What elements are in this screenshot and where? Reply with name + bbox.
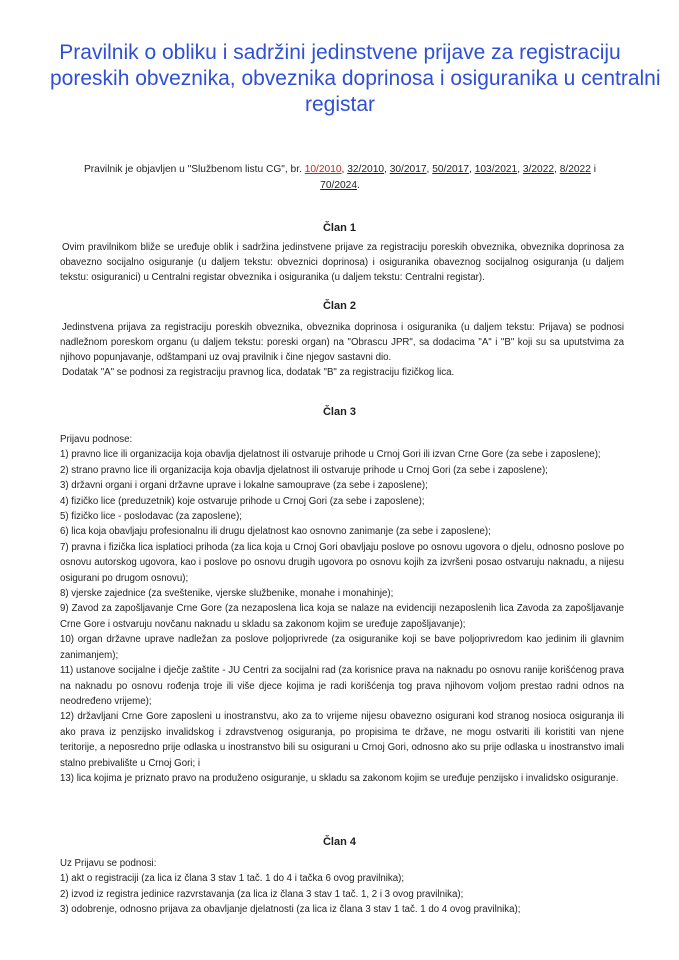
article-heading: Član 3 <box>322 406 356 418</box>
publication-prefix: Pravilnik je objavljen u "Službenom listu CG", br. <box>83 164 302 175</box>
list-item: 9) Zavod za zapošljavanje Crne Gore (za nezaposlena lica koja se nalaze na evidenciji nezaposlenih lica Zavoda za zapošljavanje Crne Gore i ostvaruju novčanu naknadu u skladu sa zakonom kojim se uređuje zapošljavanje); <box>60 603 624 630</box>
list-item: 12) državljani Crne Gore zaposleni u inostranstvu, ako za to vrijeme nijesu obavezno osigurani kod stranog nosioca osiguranja ili ako prava iz penzijsko invalidskog i zdravstvenog osiguranja, po propisima te države, ne mogu ostvariti ili koristiti van njene teritorije, a neposredno prije odlaska u inostranstvo bili su osigurani u Crnoj Gori, odnosno ako su prije odlaska u inostranstvo imali stalno prebivalište u Crnoj Gori; i <box>60 711 624 769</box>
article-body <box>60 240 624 285</box>
gazette-link[interactable]: 3/2022 <box>522 164 555 175</box>
list-item: 8) vjerske zajednice (za sveštenike, vjerske službenike, monahe i monahinje); <box>60 588 394 600</box>
list-item: 5) fizičko lice - poslodavac (za zaposlene); <box>60 511 242 523</box>
list-item: 13) lica kojima je priznato pravo na produženo osiguranje, u skladu sa zakonom kojim se uređuje penzijsko i invalidsko osiguranje. <box>60 772 619 784</box>
list-item: 11) ustanove socijalne i dječje zaštite - JU Centri za socijalni rad (za korisnice prava na naknadu po osnovu ranije korišćenog prava na naknadu po osnovu rođenja troje ili više djece kojima je radi korišćenja tog prava njihovom voljom prestao radni odnos na neodređeno vrijeme); <box>60 665 624 707</box>
list-item: 3) državni organi i organi državne uprave i lokalne samouprave (za sebe i zaposlene); <box>60 480 428 492</box>
list-item: 1) akt o registraciji (za lica iz člana 3 stav 1 tač. 1 do 4 i tačka 6 ovog pravilnika); <box>60 873 405 885</box>
title-line: poreskih obveznika, obveznika doprinosa i osiguranika u centralni <box>50 67 661 90</box>
list-item: 6) lica koja obavljaju profesionalnu ili drugu djelatnost kao osnovno zanimanje (za sebe i zaposlene); <box>60 526 491 538</box>
gazette-link[interactable]: 103/2021 <box>474 164 518 175</box>
list-item: 7) pravna i fizička lica isplatioci prihoda (za lica koja u Crnoj Gori obavljaju poslove po osnovu ugovora o djelu, odnosno poslove po osnovu autorskog ugovora, kao i poslove po osnovu drugih ugovora po osnovu kojih za izvršeni posao ostvaruju naknadu, a nijesu osigurani po drugom osnovu); <box>60 541 624 584</box>
gazette-link[interactable]: 30/2017 <box>389 164 427 175</box>
publication-conj: i <box>593 164 596 175</box>
list-item: 3) odobrenje, odnosno prijava za obavljanje djelatnosti (za lica iz člana 3 stav 1 tač. 1 do 4 ovog pravilnika); <box>60 904 521 916</box>
list-item: 10) organ državne uprave nadležan za poslove poljoprivrede (za osiguranike koji se bave poljoprivredom kao jedinim ili glavnim zanimanjem); <box>60 634 624 661</box>
list-item: 2) strano pravno lice ili organizacija koja obavlja djelatnost ili ostvaruje prihode u Crnoj Gori (za sebe i zaposlene); <box>60 464 548 476</box>
document-title <box>50 40 661 118</box>
article-paragraph: Jedinstvena prijava za registraciju poreskih obveznika, obveznika doprinosa i osiguranika (u daljem tekstu: Prijava) se podnosi nadležnom poreskom organu (u daljem tekstu: poreski organ) na "Obrascu JPR", sa dodacima "A" i "B" koji su sa uputstvima za njihovo popunjavanje, odštampani uz ovaj pravilnik i čine njegov sastavni dio. <box>60 322 624 363</box>
gazette-link[interactable]: 10/2010 <box>304 164 342 175</box>
article-heading: Član 4 <box>322 836 356 848</box>
list-item: 4) fizičko lice (preduzetnik) koje ostvaruje prihode u Crnoj Gori (za sebe i zaposlene); <box>60 495 425 507</box>
article-list <box>60 432 624 786</box>
article-paragraph: Ovim pravilnikom bliže se uređuje oblik i sadržina jedinstvene prijave za registraciju poreskih obveznika, obveznika doprinosa za obavezno socijalno osiguranje (u daljem tekstu: obveznici doprinosa) i osiguranika obaveznog socijalnog osiguranja (u daljem tekstu: osiguranici) u Centralni registar obveznika i osiguranika (u daljem tekstu: Centralni registar). <box>60 242 624 283</box>
list-intro: Prijavu podnose: <box>60 434 133 445</box>
gazette-link[interactable]: 32/2010 <box>347 164 385 175</box>
title-line: Pravilnik o obliku i sadržini jedinstvene prijave za registraciju <box>59 41 621 64</box>
gazette-link[interactable]: 70/2024 <box>320 180 357 191</box>
gazette-link[interactable]: 50/2017 <box>432 164 470 175</box>
article-list <box>60 856 624 918</box>
article-body <box>60 320 624 380</box>
list-item: 2) izvod iz registra jedinice razvrstavanja (za lica iz člana 3 stav 1 tač. 1, 2 i 3 ovog pravilnika); <box>60 888 464 900</box>
article-paragraph: Dodatak "A" se podnosi za registraciju pravnog lica, dodatak "B" za registraciju fizičkog lica. <box>61 367 455 378</box>
list-item: 1) pravno lice ili organizacija koja obavlja djelatnost ili ostvaruje prihode u Crnoj Gori ili izvan Crne Gore (za sebe i zaposlene); <box>60 449 601 461</box>
publication-end: . <box>356 180 360 191</box>
publication-note: Pravilnik je objavljen u "Službenom listu CG", br. 10/2010, 32/2010, 30/2017, 50/2017, 103/2021, 3/2022, 8/2022 i 70/2024. <box>83 164 596 191</box>
gazette-link[interactable]: 8/2022 <box>559 164 591 175</box>
list-intro: Uz Prijavu se podnosi: <box>60 858 157 869</box>
title-line: registar <box>304 93 376 116</box>
article-heading: Član 1 <box>322 222 356 234</box>
article-heading: Član 2 <box>322 300 356 312</box>
